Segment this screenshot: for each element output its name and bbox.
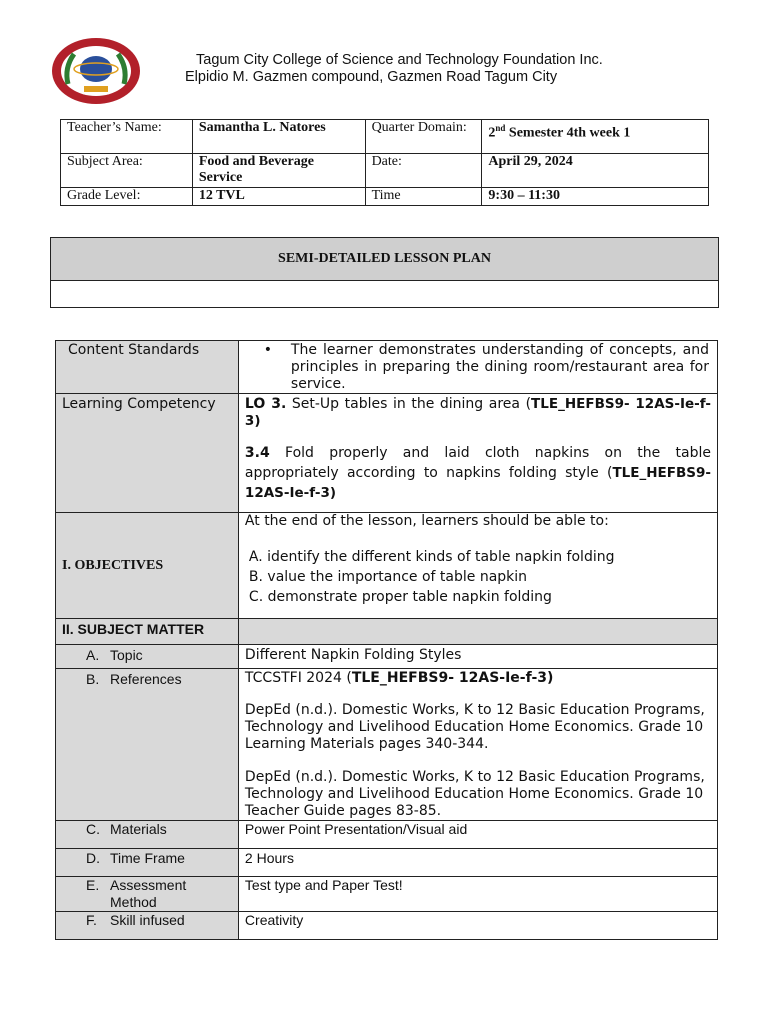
subject-matter-label: II. SUBJECT MATTER <box>56 619 239 645</box>
semester-ordinal: nd <box>495 123 506 133</box>
materials-value: Power Point Presentation/Visual aid <box>238 821 717 849</box>
references-row <box>56 669 718 821</box>
subject-label: Subject Area: <box>61 154 193 188</box>
grade-value: 12 TVL <box>192 188 365 206</box>
assessment-value: Test type and Paper Test! <box>238 877 717 912</box>
content-standards-row <box>56 341 718 394</box>
topic-value: Different Napkin Folding Styles <box>238 645 717 669</box>
quarter-label: Quarter Domain: <box>365 120 482 154</box>
references-label: References <box>110 671 182 687</box>
school-seal-logo <box>50 36 142 106</box>
competency-text: Fold properly and laid cloth napkins on the table appropriately according to napkins folding style ( <box>244 445 711 481</box>
materials-marker: C. <box>86 821 100 837</box>
assessment-label: Assessment Method <box>110 877 187 910</box>
teacher-label: Teacher’s Name: <box>61 120 193 154</box>
reference-item: DepEd (n.d.). Domestic Works, K to 12 Basic Education Programs, Technology and Livelihood Education Home Economics. Grade 10 Learning Materials pages 340-344. <box>244 702 705 752</box>
lo-number: LO 3. <box>244 396 287 412</box>
topic-label: Topic <box>110 647 143 663</box>
assessment-row <box>56 877 718 912</box>
reference-item: DepEd (n.d.). Domestic Works, K to 12 Basic Education Programs, Technology and Livelihood Education Home Economics. Grade 10 Teacher Guide pages 83-85. <box>244 769 705 819</box>
learning-competency-label: Learning Competency <box>56 394 239 513</box>
date-label: Date: <box>365 154 482 188</box>
lesson-info-table <box>60 119 709 206</box>
objectives-list <box>245 547 711 607</box>
reference-source: TCCSTFI 2024 ( <box>244 670 352 686</box>
reference-code: TLE_HEFBS9- 12AS-Ie-f-3) <box>351 670 554 686</box>
skill-marker: F. <box>86 912 97 928</box>
learning-competency-row <box>56 394 718 513</box>
semester-value <box>482 120 709 154</box>
skill-label: Skill infused <box>110 912 185 928</box>
competency-number: 3.4 <box>244 445 270 461</box>
references-marker: B. <box>86 671 100 687</box>
lo-text: Set-Up tables in the dining area ( <box>286 396 532 412</box>
semester-text: Semester 4th week 1 <box>505 125 631 141</box>
subject-matter-row <box>56 619 718 645</box>
time-label: Time <box>365 188 482 206</box>
grade-label: Grade Level: <box>61 188 193 206</box>
lesson-plan-title-box <box>50 237 719 308</box>
objective-item: C. demonstrate proper table napkin folding <box>248 589 552 605</box>
reference-item <box>245 670 711 687</box>
content-standards-text: The learner demonstrates understanding of concepts, and principles in preparing the dining room/restaurant area for service. <box>290 342 709 392</box>
semester-number: 2 <box>488 125 496 141</box>
time-frame-value: 2 Hours <box>238 849 717 877</box>
materials-row <box>56 821 718 849</box>
time-frame-marker: D. <box>86 850 100 866</box>
competency-code: TLE_HEFBS9- 12AS-Ie-f-3) <box>244 465 711 501</box>
learning-outcome <box>245 396 711 430</box>
time-value: 9:30 – 11:30 <box>482 188 709 206</box>
objectives-label: I. OBJECTIVES <box>56 513 239 619</box>
materials-label: Materials <box>110 821 167 837</box>
content-standards-label: Content Standards <box>56 341 239 394</box>
objective-item: B. value the importance of table napkin <box>248 569 528 585</box>
lesson-plan-title: SEMI-DETAILED LESSON PLAN <box>51 238 718 281</box>
objective-item: A. identify the different kinds of table napkin folding <box>248 549 615 565</box>
skill-value: Creativity <box>238 912 717 940</box>
topic-row <box>56 645 718 669</box>
time-frame-row <box>56 849 718 877</box>
subject-value: Food and Beverage Service <box>192 154 365 188</box>
objectives-intro: At the end of the lesson, learners should be able to: <box>244 513 609 529</box>
date-value: April 29, 2024 <box>482 154 709 188</box>
topic-marker: A. <box>86 647 100 663</box>
teacher-value: Samantha L. Natores <box>192 120 365 154</box>
bullet-icon: • <box>263 342 273 358</box>
competency-item <box>245 443 711 503</box>
assessment-marker: E. <box>86 877 100 893</box>
school-name: Tagum City College of Science and Technology Foundation Inc. <box>196 52 603 68</box>
school-address: Elpidio M. Gazmen compound, Gazmen Road Tagum City <box>185 69 558 85</box>
lo-code: TLE_HEFBS9- 12AS-Ie-f-3) <box>244 396 711 429</box>
lesson-plan-table <box>55 340 718 940</box>
time-frame-label: Time Frame <box>110 850 185 866</box>
skill-row <box>56 912 718 940</box>
objectives-row <box>56 513 718 619</box>
